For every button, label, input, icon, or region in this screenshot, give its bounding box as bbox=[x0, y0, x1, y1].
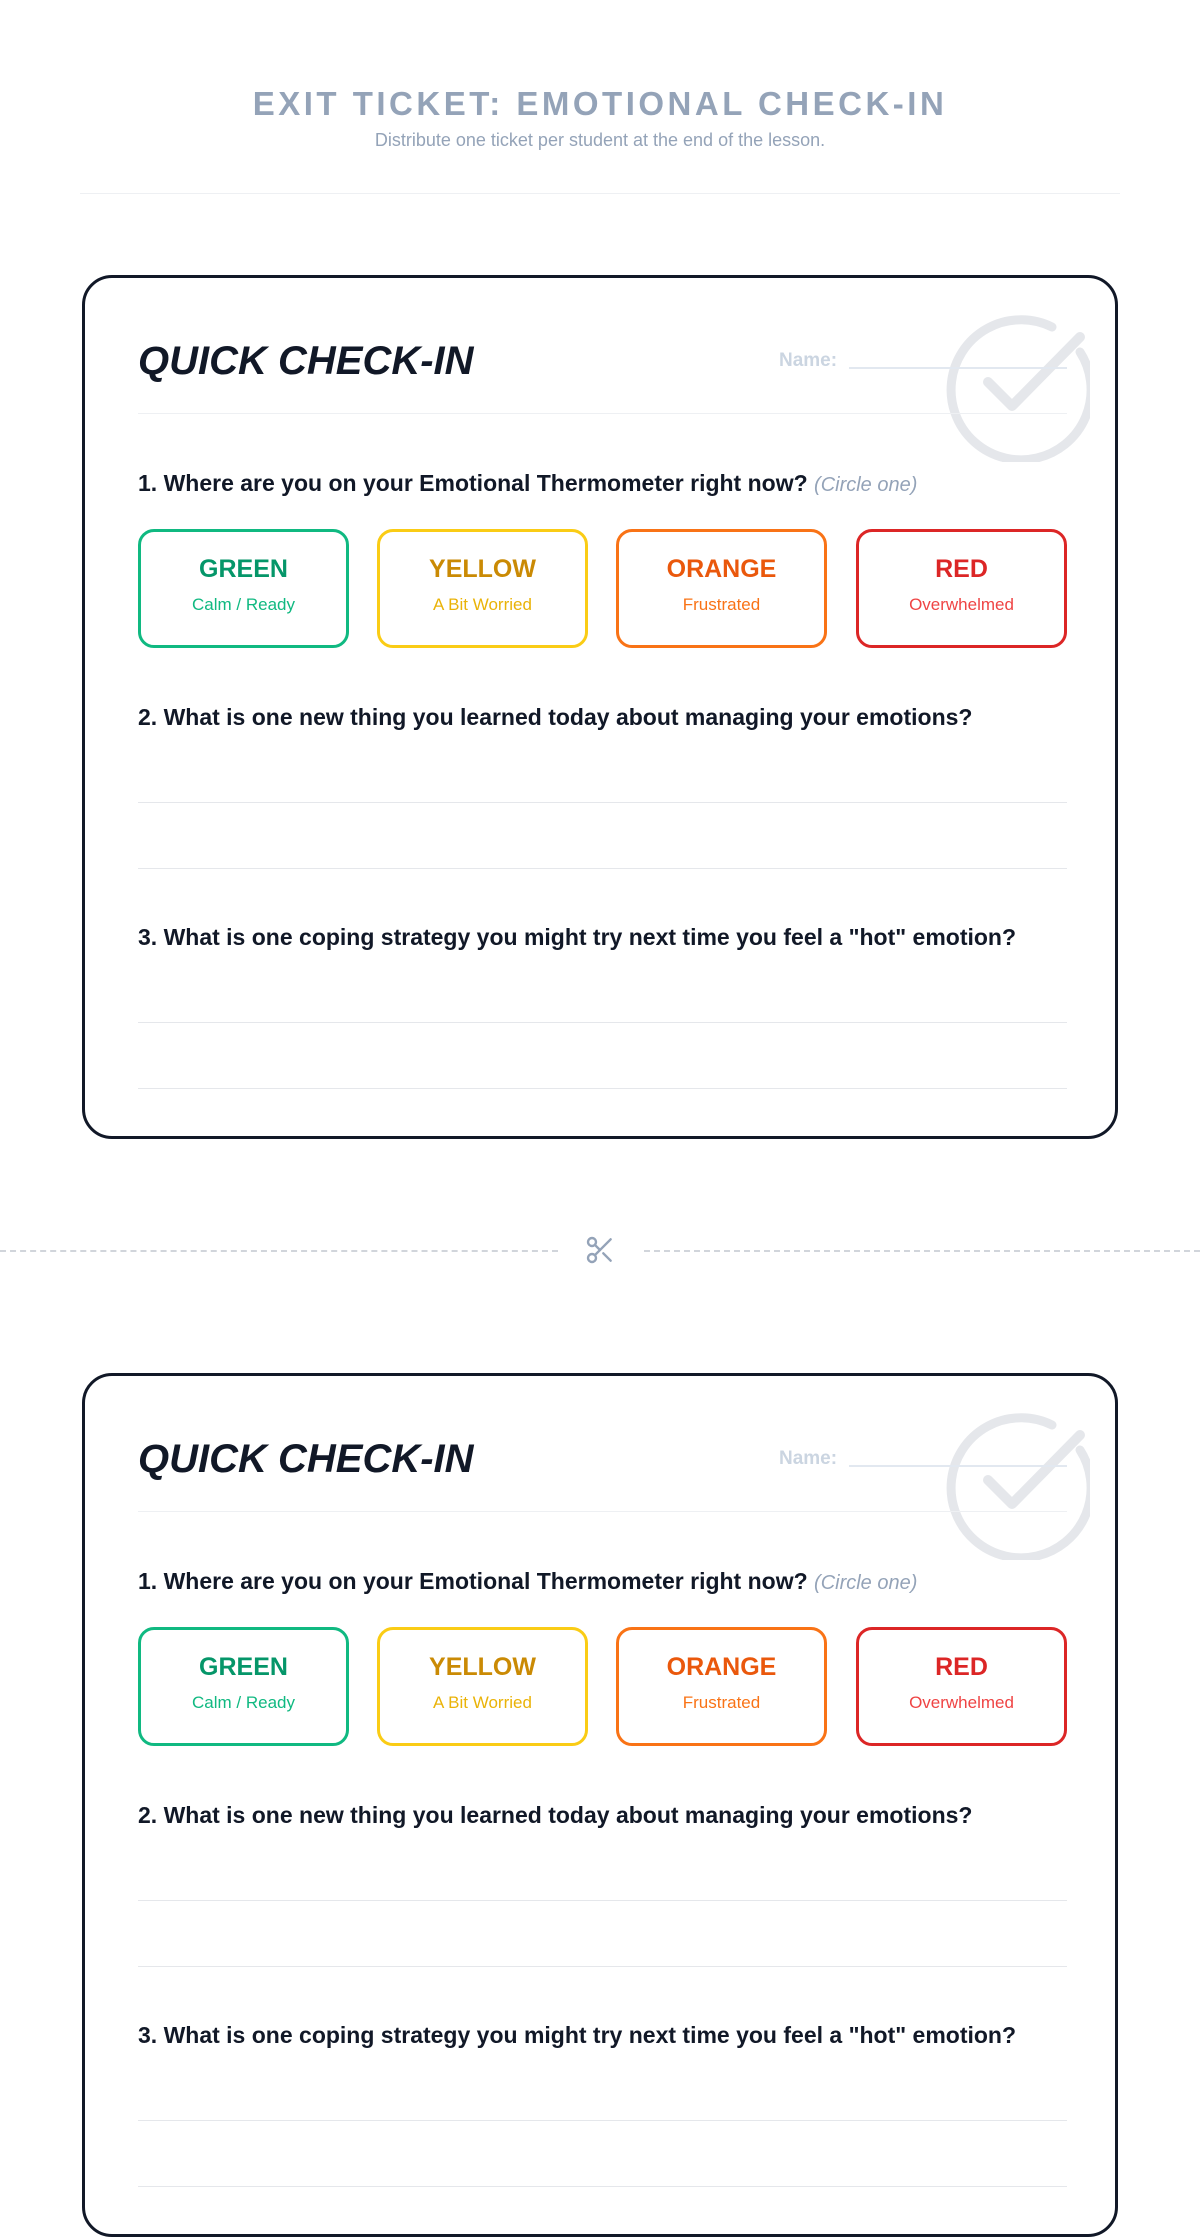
header-divider bbox=[80, 193, 1120, 194]
zone-name: YELLOW bbox=[429, 1653, 536, 1681]
answer-line[interactable] bbox=[138, 1022, 1067, 1023]
zone-description: Calm / Ready bbox=[192, 1693, 295, 1712]
question-1-hint: (Circle one) bbox=[814, 1572, 918, 1594]
exit-ticket bbox=[82, 1373, 1118, 2237]
check-circle-icon bbox=[940, 312, 1090, 462]
answer-line[interactable] bbox=[138, 2186, 1067, 2187]
answer-line[interactable] bbox=[138, 1966, 1067, 1967]
question-1 bbox=[138, 468, 917, 500]
name-field[interactable] bbox=[849, 367, 1067, 369]
answer-line[interactable] bbox=[138, 868, 1067, 869]
question-2: 2. What is one new thing you learned today about managing your emotions? bbox=[138, 1802, 973, 1828]
zone-option-orange[interactable] bbox=[616, 529, 827, 648]
answer-line[interactable] bbox=[138, 1088, 1067, 1089]
zone-description: Calm / Ready bbox=[192, 595, 295, 614]
page-subtitle: Distribute one ticket per student at the end of the lesson. bbox=[374, 130, 826, 150]
question-1-text: 1. Where are you on your Emotional Thermometer right now? bbox=[138, 1568, 808, 1594]
zone-option-green[interactable] bbox=[138, 1627, 349, 1746]
name-label: Name: bbox=[779, 350, 838, 371]
zone-description: A Bit Worried bbox=[433, 595, 532, 614]
zone-name: GREEN bbox=[199, 1653, 288, 1681]
page-header bbox=[0, 84, 1200, 152]
exit-ticket bbox=[82, 275, 1118, 1139]
question-1-text: 1. Where are you on your Emotional Thermometer right now? bbox=[138, 470, 808, 496]
question-2: 2. What is one new thing you learned today about managing your emotions? bbox=[138, 704, 973, 730]
question-3: 3. What is one coping strategy you might try next time you feel a "hot" emotion? bbox=[138, 924, 1017, 950]
zone-description: Overwhelmed bbox=[909, 595, 1014, 614]
zone-name: GREEN bbox=[199, 555, 288, 583]
page-title: EXIT TICKET: EMOTIONAL CHECK-IN bbox=[252, 85, 948, 122]
zone-name: ORANGE bbox=[666, 555, 777, 583]
zone-name: RED bbox=[935, 555, 988, 583]
zone-option-yellow[interactable] bbox=[377, 1627, 588, 1746]
zone-name: ORANGE bbox=[666, 1653, 777, 1681]
ticket-title: QUICK CHECK-IN bbox=[138, 1437, 474, 1481]
cut-line-left bbox=[0, 1250, 558, 1252]
zone-name: RED bbox=[935, 1653, 988, 1681]
zone-description: Frustrated bbox=[682, 1693, 761, 1712]
ticket-title: QUICK CHECK-IN bbox=[138, 339, 474, 383]
answer-line[interactable] bbox=[138, 802, 1067, 803]
zone-option-orange[interactable] bbox=[616, 1627, 827, 1746]
zone-option-green[interactable] bbox=[138, 529, 349, 648]
zone-description: A Bit Worried bbox=[433, 1693, 532, 1712]
cut-line-right bbox=[644, 1250, 1200, 1252]
zone-option-red[interactable] bbox=[856, 1627, 1067, 1746]
question-3: 3. What is one coping strategy you might try next time you feel a "hot" emotion? bbox=[138, 2022, 1017, 2048]
scissors-icon bbox=[584, 1234, 616, 1266]
check-circle-icon bbox=[940, 1410, 1090, 1560]
zone-option-yellow[interactable] bbox=[377, 529, 588, 648]
zone-name: YELLOW bbox=[429, 555, 536, 583]
title-divider bbox=[138, 413, 1067, 414]
zone-description: Overwhelmed bbox=[909, 1693, 1014, 1712]
title-divider bbox=[138, 1511, 1067, 1512]
name-label: Name: bbox=[779, 1448, 838, 1469]
answer-line[interactable] bbox=[138, 1900, 1067, 1901]
name-field[interactable] bbox=[849, 1465, 1067, 1467]
zone-description: Frustrated bbox=[682, 595, 761, 614]
zone-option-red[interactable] bbox=[856, 529, 1067, 648]
question-1-hint: (Circle one) bbox=[814, 474, 918, 496]
answer-line[interactable] bbox=[138, 2120, 1067, 2121]
question-1 bbox=[138, 1566, 917, 1598]
